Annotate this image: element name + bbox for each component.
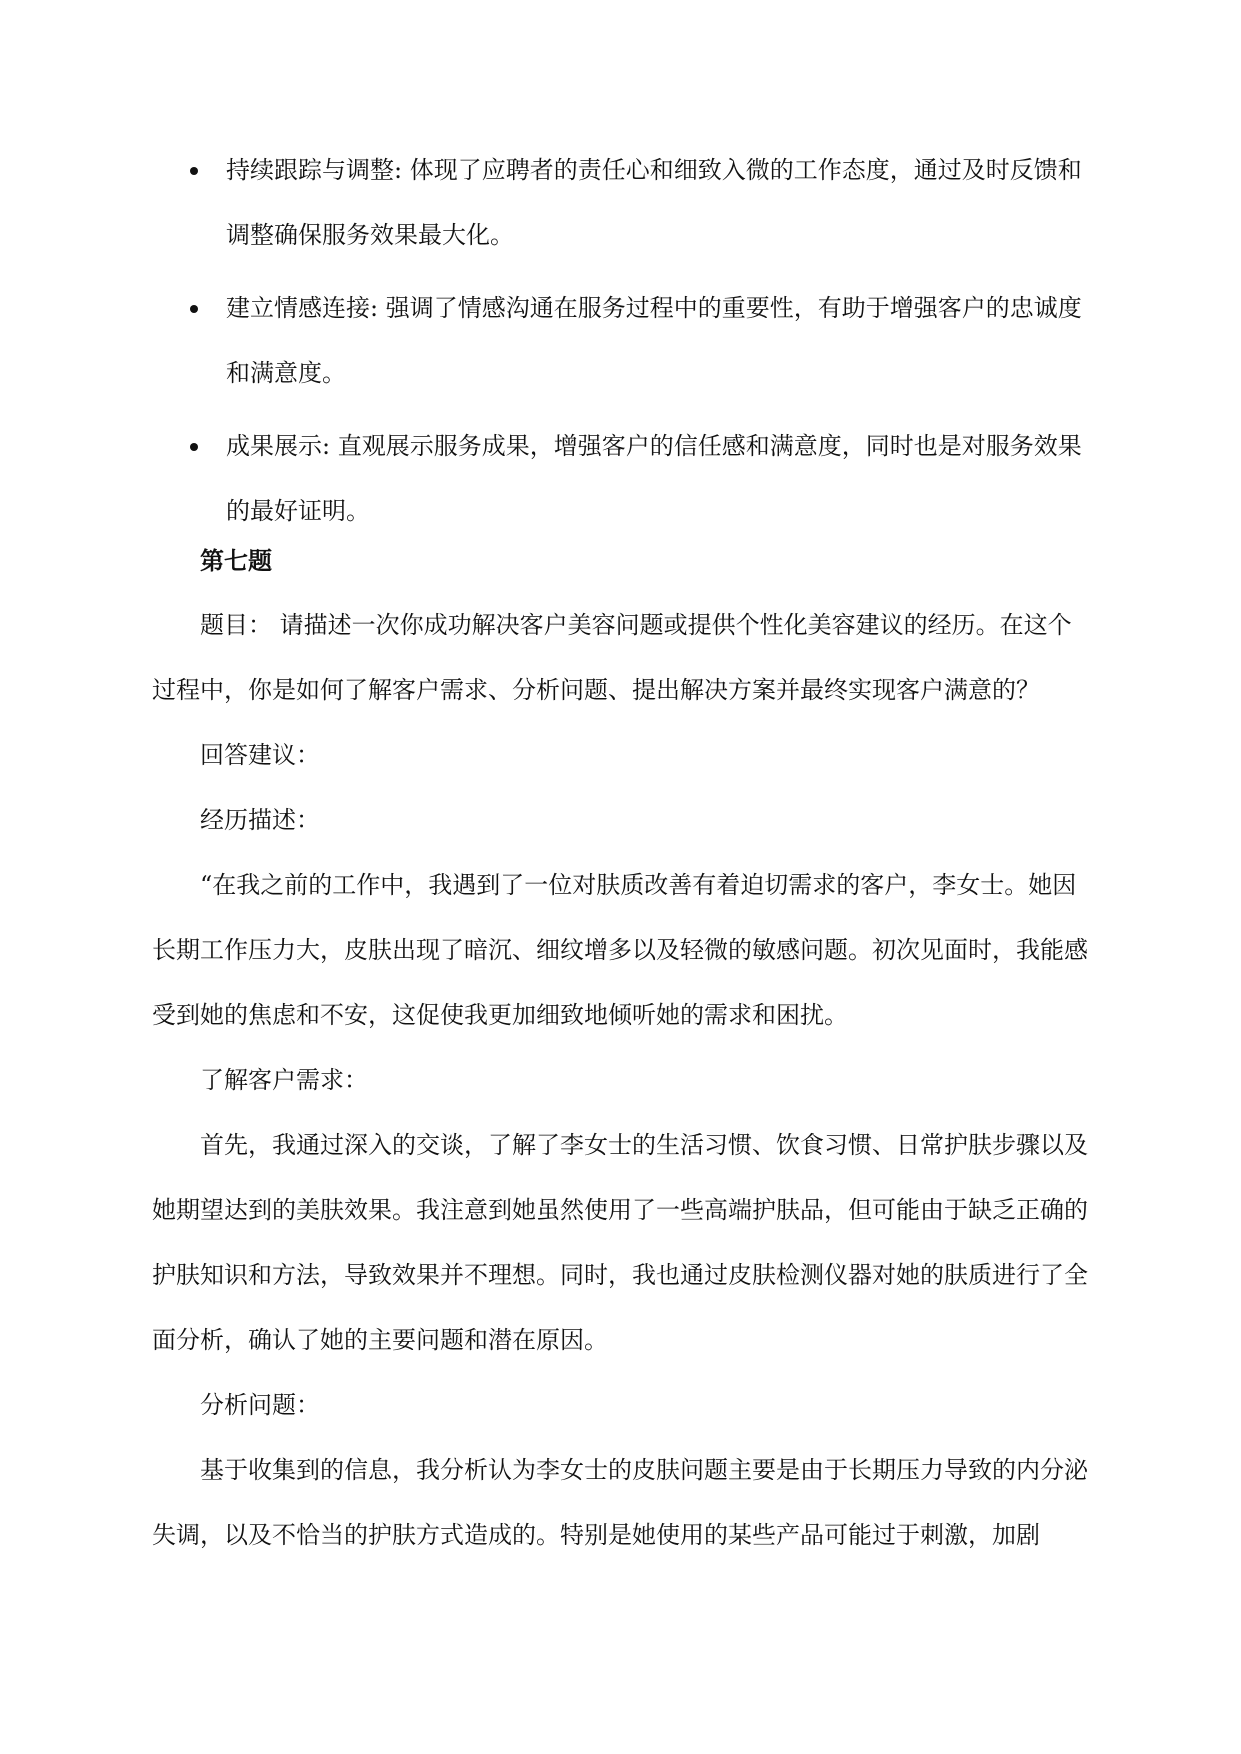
experience-paragraph: “在我之前的工作中，我遇到了一位对肤质改善有着迫切需求的客户，李女士。她因长期工作压力大，皮肤出现了暗沉、细纹增多以及轻微的敏感问题。初次见面时，我能感受到她的焦虑和不安，这促使我更加细致地倾听她的需求和困扰。	[152, 871, 1088, 1029]
bullet-item-emotional-connection	[0, 276, 1241, 406]
bullet-dot-icon	[190, 443, 198, 451]
question-paragraph	[152, 593, 1090, 723]
question-text: 请描述一次你成功解决客户美容问题或提供个性化美容建议的经历。在这个过程中，你是如何了解客户需求、分析问题、提出解决方案并最终实现客户满意的？	[152, 611, 1072, 704]
bullet-description: 直观展示服务成果，增强客户的信任感和满意度，同时也是对服务效果的最好证明。	[226, 432, 1082, 525]
bullet-description: 强调了情感沟通在服务过程中的重要性，有助于增强客户的忠诚度和满意度。	[226, 294, 1082, 387]
bullet-text	[226, 276, 1091, 406]
experience-label: 经历描述：	[200, 806, 320, 834]
analysis-paragraph: 基于收集到的信息，我分析认为李女士的皮肤问题主要是由于长期压力导致的内分泌失调，以及不恰当的护肤方式造成的。特别是她使用的某些产品可能过于刺激，加剧	[152, 1456, 1088, 1549]
needs-paragraph: 首先，我通过深入的交谈，了解了李女士的生活习惯、饮食习惯、日常护肤步骤以及她期望达到的美肤效果。我注意到她虽然使用了一些高端护肤品，但可能由于缺乏正确的护肤知识和方法，导致效果并不理想。同时，我也通过皮肤检测仪器对她的肤质进行了全面分析，确认了她的主要问题和潜在原因。	[152, 1131, 1088, 1354]
bullet-dot-icon	[190, 167, 198, 175]
advice-label: 回答建议：	[200, 741, 320, 769]
bullet-text	[226, 414, 1091, 544]
bullet-term: 成果展示:	[226, 432, 331, 460]
analysis-label: 分析问题：	[200, 1391, 320, 1419]
document-body	[152, 528, 1090, 1568]
needs-label: 了解客户需求：	[200, 1066, 368, 1094]
bullet-term: 持续跟踪与调整:	[226, 156, 403, 184]
bullet-dot-icon	[190, 305, 198, 313]
bullet-text	[226, 138, 1091, 268]
bullet-term: 建立情感连接:	[226, 294, 379, 322]
bullet-item-tracking	[0, 138, 1241, 268]
bullet-item-results	[0, 414, 1241, 544]
bullet-description: 体现了应聘者的责任心和细致入微的工作态度，通过及时反馈和调整确保服务效果最大化。	[226, 156, 1082, 249]
section-title: 第七题	[200, 546, 272, 575]
bullet-list	[0, 138, 1241, 552]
question-label: 题目：	[200, 611, 272, 639]
